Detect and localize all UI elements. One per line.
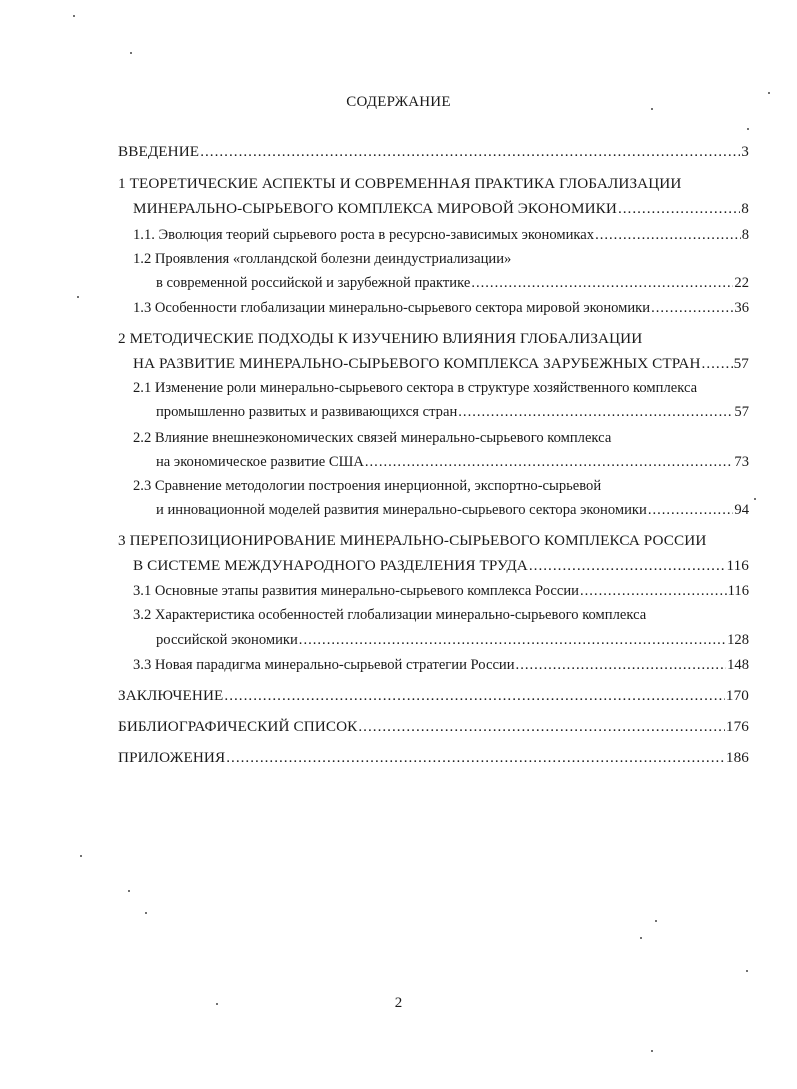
toc-section-1-2 [156, 274, 749, 292]
toc-section-2-3-line-1: 2.3 Сравнение методологии построения инерционной, экспортно-сырьевой [133, 478, 602, 494]
toc-leader-dots [458, 403, 733, 421]
toc-chapter-1-line-1: 1 ТЕОРЕТИЧЕСКИЕ АСПЕКТЫ И СОВРЕМЕННАЯ ПРАКТИКА ГЛОБАЛИЗАЦИИ [118, 175, 682, 192]
toc-leader-dots [618, 200, 740, 218]
toc-section-1-1 [133, 226, 749, 244]
toc-entry-text: 1.3 Особенности глобализации минерально-сырьевого сектора мировой экономики [133, 300, 651, 316]
toc-entry-page: 8 [741, 227, 749, 243]
toc-leader-dots [200, 143, 740, 161]
toc-entry-page: 8 [741, 200, 749, 217]
scan-speck [73, 15, 75, 17]
toc-section-3-1 [133, 582, 749, 600]
toc-entry-page: 128 [727, 632, 749, 648]
page-number: 2 [394, 995, 403, 1011]
toc-entry-page: 116 [727, 583, 749, 599]
toc-section-2-2-line-1: 2.2 Влияние внешнеэкономических связей минерально-сырьевого комплекса [133, 430, 612, 446]
toc-entry-page: 57 [734, 404, 749, 420]
toc-section-3-3 [133, 656, 749, 674]
scan-speck [747, 128, 749, 130]
toc-entry-text: В СИСТЕМЕ МЕЖДУНАРОДНОГО РАЗДЕЛЕНИЯ ТРУДА [133, 557, 528, 574]
toc-section-3-2-line-1: 3.2 Характеристика особенностей глобализации минерально-сырьевого комплекса [133, 607, 647, 623]
toc-section-1-3 [133, 299, 749, 317]
toc-leader-dots [299, 631, 726, 649]
toc-section-2-1 [156, 403, 749, 421]
toc-entry-text: ВВЕДЕНИЕ [118, 143, 200, 160]
toc-entry-page: 3 [741, 143, 749, 160]
toc-leader-dots [595, 226, 741, 244]
toc-entry-text: ЗАКЛЮЧЕНИЕ [118, 687, 224, 704]
scan-speck [768, 92, 770, 94]
scan-speck [651, 1050, 653, 1052]
toc-entry-conclusion [118, 687, 749, 705]
toc-leader-dots [651, 299, 733, 317]
toc-entry-text: БИБЛИОГРАФИЧЕСКИЙ СПИСОК [118, 718, 358, 735]
toc-leader-dots [224, 687, 725, 705]
scan-speck [651, 108, 653, 110]
toc-leader-dots [226, 749, 725, 767]
toc-section-1-2-line-1: 1.2 Проявления «голландской болезни деиндустриализации» [133, 251, 512, 267]
toc-leader-dots [648, 501, 734, 519]
toc-entry-bibliography [118, 718, 749, 736]
toc-entry-page: 73 [734, 454, 749, 470]
page-title: СОДЕРЖАНИЕ [346, 94, 451, 110]
toc-entry-text: в современной российской и зарубежной практике [156, 275, 471, 291]
scan-speck [128, 890, 130, 892]
toc-section-3-2 [156, 631, 749, 649]
scan-speck [145, 912, 147, 914]
toc-entry-text: 3.3 Новая парадигма минерально-сырьевой стратегии России [133, 657, 515, 673]
toc-section-2-3 [156, 501, 749, 519]
toc-leader-dots [471, 274, 733, 292]
toc-leader-dots [358, 718, 725, 736]
toc-entry-page: 116 [726, 557, 749, 574]
scan-speck [754, 498, 756, 500]
toc-entry-page: 186 [725, 749, 749, 766]
toc-entry-text: на экономическое развитие США [156, 454, 364, 470]
toc-entry-text: 3.1 Основные этапы развития минерально-сырьевого комплекса России [133, 583, 579, 599]
scan-speck [655, 920, 657, 922]
toc-entry-text: МИНЕРАЛЬНО-СЫРЬЕВОГО КОМПЛЕКСА МИРОВОЙ ЭКОНОМИКИ [133, 200, 617, 217]
toc-chapter-3-line-1: 3 ПЕРЕПОЗИЦИОНИРОВАНИЕ МИНЕРАЛЬНО-СЫРЬЕВОГО КОМПЛЕКСА РОССИИ [118, 532, 707, 549]
toc-entry-text: промышленно развитых и развивающихся стран [156, 404, 458, 420]
scan-speck [80, 855, 82, 857]
toc-entry-text: российской экономики [156, 632, 298, 648]
toc-entry-text: и инновационной моделей развития минерально-сырьевого сектора экономики [156, 502, 647, 518]
toc-leader-dots [365, 453, 734, 471]
toc-section-2-1-line-1: 2.1 Изменение роли минерально-сырьевого сектора в структуре хозяйственного комплекса [133, 380, 698, 396]
toc-leader-dots [529, 557, 726, 575]
toc-entry-text: ПРИЛОЖЕНИЯ [118, 749, 226, 766]
toc-entry-appendices [118, 749, 749, 767]
toc-entry-page: 36 [734, 300, 749, 316]
toc-leader-dots [516, 656, 727, 674]
toc-entry-text: 1.1. Эволюция теорий сырьевого роста в ресурсно-зависимых экономиках [133, 227, 595, 243]
scan-speck [746, 970, 748, 972]
toc-entry-page: 94 [734, 502, 749, 518]
scan-speck [216, 1003, 218, 1005]
toc-chapter-2-line-1: 2 МЕТОДИЧЕСКИЕ ПОДХОДЫ К ИЗУЧЕНИЮ ВЛИЯНИЯ ГЛОБАЛИЗАЦИИ [118, 330, 643, 347]
toc-entry-page: 148 [727, 657, 749, 673]
scan-speck [130, 52, 132, 54]
toc-chapter-1 [133, 200, 749, 218]
toc-entry-introduction [118, 143, 749, 161]
toc-chapter-3 [133, 557, 749, 575]
toc-entry-page: 22 [734, 275, 749, 291]
toc-entry-text: НА РАЗВИТИЕ МИНЕРАЛЬНО-СЫРЬЕВОГО КОМПЛЕКСА ЗАРУБЕЖНЫХ СТРАН [133, 355, 701, 372]
toc-entry-page: 170 [725, 687, 749, 704]
toc-leader-dots [580, 582, 727, 600]
toc-chapter-2 [133, 355, 749, 373]
scan-speck [77, 296, 79, 298]
toc-leader-dots [702, 355, 733, 373]
toc-section-2-2 [156, 453, 749, 471]
toc-entry-page: 176 [725, 718, 749, 735]
toc-entry-page: 57 [733, 355, 749, 372]
scan-speck [640, 937, 642, 939]
